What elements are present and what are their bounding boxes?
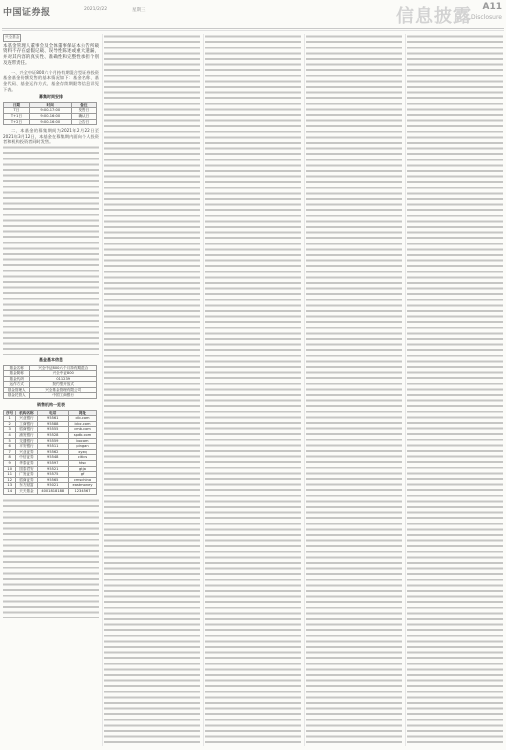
table-cell: 中国工商银行 [30, 393, 97, 399]
table-row [4, 113, 97, 119]
table-cell: 95597 [37, 461, 68, 467]
table-cell: gtja [68, 466, 96, 472]
column-5 [407, 34, 503, 746]
table-cell: cmb.com [68, 427, 96, 433]
table-cell: 10 [4, 466, 16, 472]
column-divider [203, 34, 204, 746]
table-cell: 3 [4, 427, 16, 433]
table-cell: 基金简称 [4, 371, 30, 377]
column-2 [104, 34, 200, 746]
table-cell: 工商银行 [16, 421, 37, 427]
table-cell: pingan [68, 444, 96, 450]
table-row [4, 365, 97, 371]
table-cell: 中信证券 [16, 455, 37, 461]
column-4 [306, 34, 402, 746]
table-cell: 华泰证券 [16, 461, 37, 467]
table-cell: 基金名称 [4, 365, 30, 371]
table-cell: 95555 [37, 427, 68, 433]
table-cell: xyzq [68, 449, 96, 455]
table-cell: 交通银行 [16, 438, 37, 444]
table-cell: 95021 [37, 483, 68, 489]
table-cell: 确认日 [71, 113, 96, 119]
table-cell: 广发证券 [16, 472, 37, 478]
table-cell: 95511 [37, 444, 68, 450]
table-cell: 8 [4, 455, 16, 461]
table-cell: 东方财富 [16, 483, 37, 489]
table-cell: 95565 [37, 477, 68, 483]
table-row [4, 488, 97, 494]
table-row [4, 119, 97, 125]
table-cell: 兴全中证800 [30, 371, 97, 377]
table-cell: 6 [4, 444, 16, 450]
newspaper-name: 中国证券报 [3, 8, 51, 18]
table-header: 机构名称 [16, 410, 37, 416]
table-cell: 兴业证券 [16, 449, 37, 455]
table-cell: T日 [4, 108, 30, 114]
section-title: 信息披露 [396, 6, 472, 27]
column-1 [3, 34, 99, 746]
table-cell: 7 [4, 449, 16, 455]
body-text-block [104, 34, 200, 746]
column-divider [304, 34, 305, 746]
table-cell: 1234567 [68, 488, 96, 494]
table-cell: 95521 [37, 466, 68, 472]
body-text-block [306, 34, 402, 746]
table-cell: icbc.com [68, 421, 96, 427]
table-header: 备注 [71, 102, 96, 108]
paragraph: 二、本基金的募集期间为2021年2月22日至2021年3月12日，本基金在募集期内面向个人投资者和机构投资者同时发售。 [3, 128, 99, 145]
table-cell: 2 [4, 421, 16, 427]
table-cell: eastmoney [68, 483, 96, 489]
table-cell: 1 [4, 416, 16, 422]
distributor-table [3, 410, 97, 495]
table-cell: 运作方式 [4, 382, 30, 388]
body-text-block [3, 145, 99, 355]
table-cell: 95528 [37, 433, 68, 439]
table-header: 时间 [29, 102, 71, 108]
table-cell: 4001818188 [37, 488, 68, 494]
table-cell: 契约型开放式 [30, 382, 97, 388]
article-body [3, 34, 503, 746]
body-text-block [205, 34, 301, 746]
table-cell: 浦发银行 [16, 433, 37, 439]
table-cell: spdb.com [68, 433, 96, 439]
table-cell: 招商银行 [16, 427, 37, 433]
table-cell: 公告日 [71, 119, 96, 125]
table-cell: 95588 [37, 421, 68, 427]
header-rule [2, 28, 504, 29]
table-cell: citics [68, 455, 96, 461]
table-row [4, 393, 97, 399]
schedule-table [3, 102, 97, 125]
table-cell: 基金管理人 [4, 387, 30, 393]
table-cell: T+1日 [4, 113, 30, 119]
table-cell: 95548 [37, 455, 68, 461]
column-3 [205, 34, 301, 746]
table-cell: 9:00-17:00 [29, 108, 71, 114]
header-rule-thin [2, 30, 504, 31]
table-cell: 发售日 [71, 108, 96, 114]
table-header: 网址 [68, 410, 96, 416]
body-text-block [3, 498, 99, 618]
table-cell: 011239 [30, 376, 97, 382]
table-cell: 兴全基金管理有限公司 [30, 387, 97, 393]
table-header: 日期 [4, 102, 30, 108]
table-cell: 9:00-16:00 [29, 113, 71, 119]
table-cell: 9 [4, 461, 16, 467]
table-cell: 国泰君安 [16, 466, 37, 472]
table-header: 序号 [4, 410, 16, 416]
article-tag: 兴全基金 [3, 34, 21, 42]
body-text-block [407, 34, 503, 746]
page-header [0, 0, 506, 32]
table-cell: 招商证券 [16, 477, 37, 483]
table-cell: 95561 [37, 416, 68, 422]
table-cell: 95559 [37, 438, 68, 444]
paragraph: 一、兴全中证800六个月持有期混合型证券投资基金基金份额发售的基本情况如下：基金名称、基金代码、基金运作方式、基金存续期限等信息详见下表。 [3, 69, 99, 92]
table-cell: 平安银行 [16, 444, 37, 450]
table-cell: 95562 [37, 449, 68, 455]
table-cell: 9:00-16:00 [29, 119, 71, 125]
table-cell: 13 [4, 483, 16, 489]
fund-info-table [3, 365, 97, 400]
table-cell: 基金托管人 [4, 393, 30, 399]
table-cell: 5 [4, 438, 16, 444]
table-cell: 11 [4, 472, 16, 478]
table-cell: 兴全中证800六个月持有期混合 [30, 365, 97, 371]
section-subtitle: Disclosure [470, 14, 502, 21]
table-cell: bocom [68, 438, 96, 444]
table-cell: cmschina [68, 477, 96, 483]
table-cell: cib.com [68, 416, 96, 422]
table-cell: T+2日 [4, 119, 30, 125]
table-caption: 销售机构一览表 [37, 402, 65, 408]
issue-date: 2021/2/22 [84, 7, 108, 12]
article-intro: 本基金管理人董事会及全体董事保证本公告所载资料不存在虚假记载、误导性陈述或重大遗漏，并对其内容的真实性、准确性和完整性承担个别及连带责任。 [3, 43, 99, 66]
column-divider [102, 34, 103, 746]
table-caption: 基金基本信息 [39, 356, 63, 362]
table-header: 电话 [37, 410, 68, 416]
table-cell: 兴业银行 [16, 416, 37, 422]
table-cell: 4 [4, 433, 16, 439]
table-cell: 14 [4, 488, 16, 494]
column-divider [405, 34, 406, 746]
table-row [4, 108, 97, 114]
table-cell: gf [68, 472, 96, 478]
table-caption: 募集时间安排 [39, 94, 63, 100]
page-number: A11 [482, 2, 502, 12]
table-cell: 12 [4, 477, 16, 483]
table-cell: htsc [68, 461, 96, 467]
table-cell: 基金代码 [4, 376, 30, 382]
table-cell: 95575 [37, 472, 68, 478]
weekday: 星期三 [132, 8, 146, 13]
table-cell: 天天基金 [16, 488, 37, 494]
